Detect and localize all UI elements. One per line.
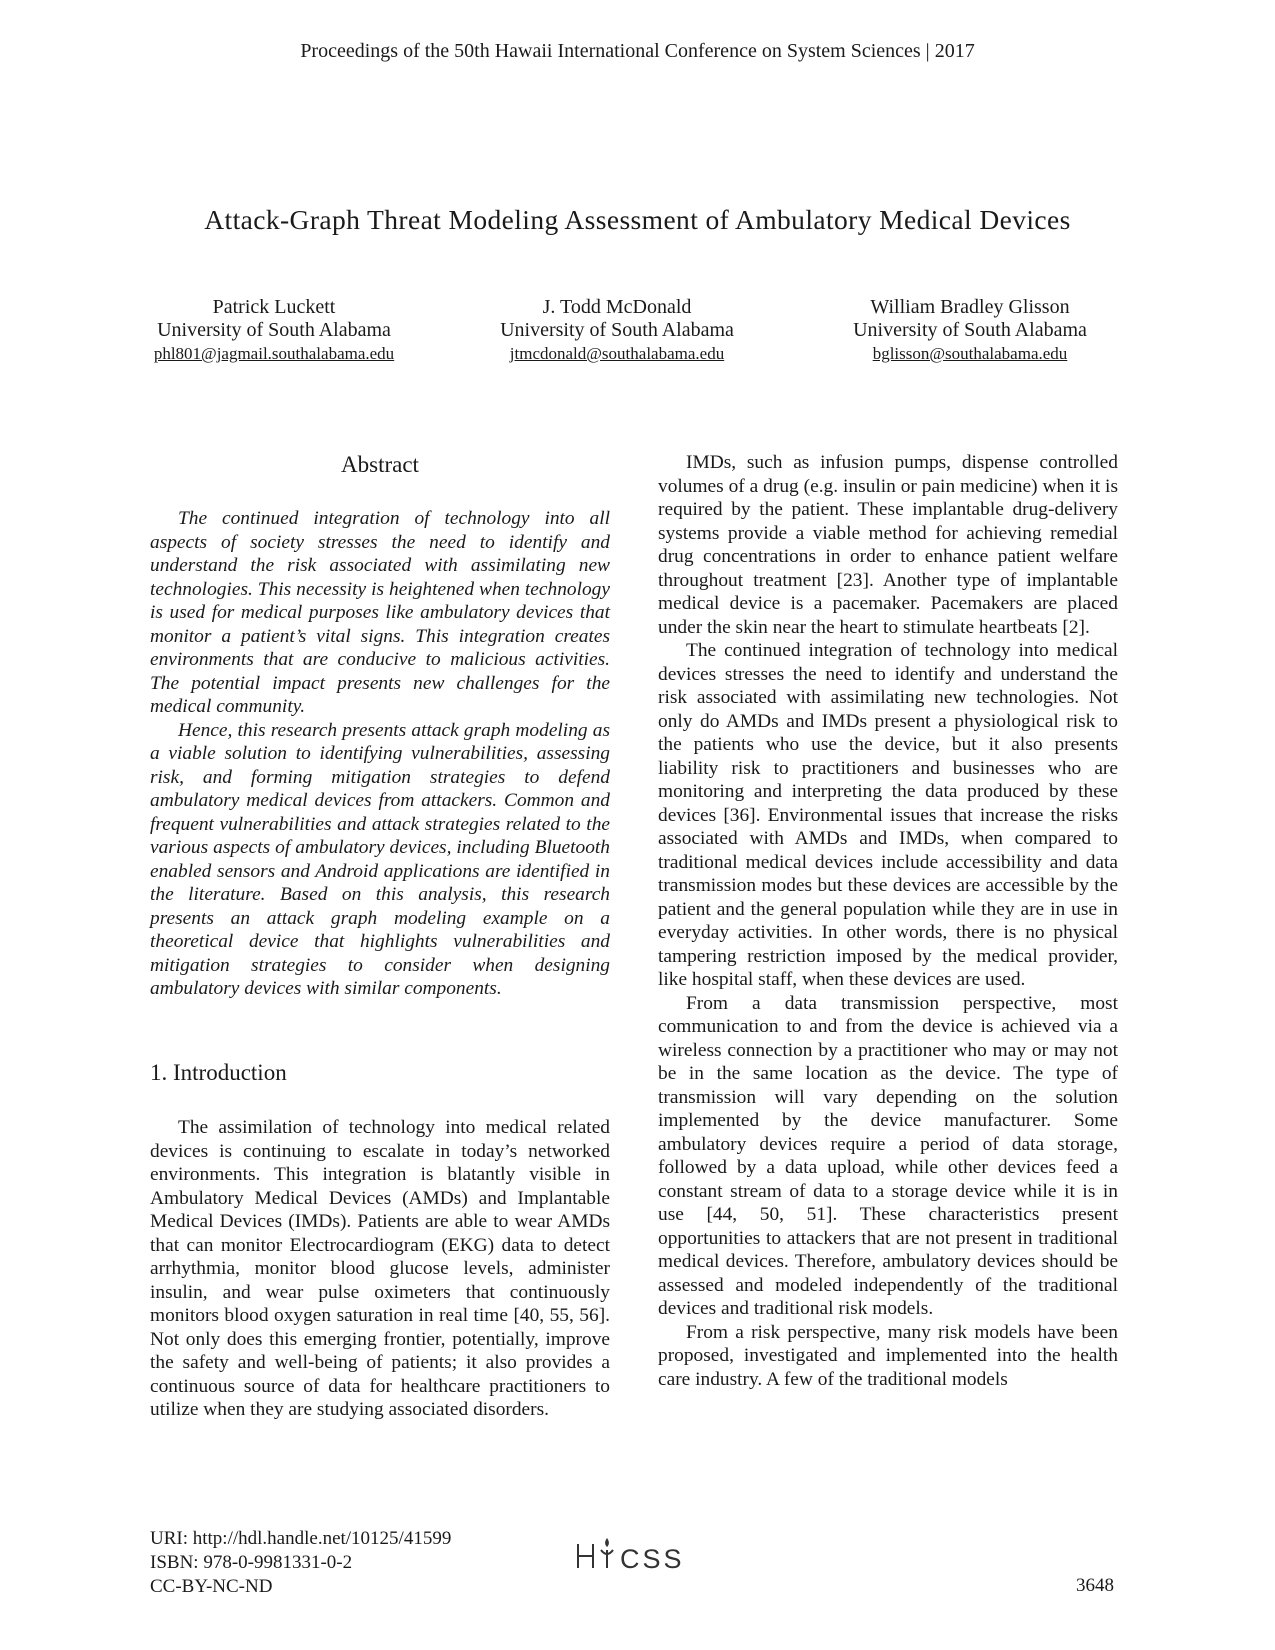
author-affiliation: University of South Alabama [157, 319, 391, 341]
author-block-3 [790, 296, 1150, 365]
author-email-link[interactable]: bglisson@southalabama.edu [872, 344, 1068, 363]
right-column-body [658, 451, 1118, 1391]
author-name: J. Todd McDonald [542, 296, 692, 318]
svg-text:CSS: CSS [620, 1544, 685, 1572]
author-block-1 [94, 296, 454, 365]
author-block-2 [437, 296, 797, 365]
author-email-link[interactable]: jtmcdonald@southalabama.edu [509, 344, 725, 363]
author-name: William Bradley Glisson [870, 296, 1070, 318]
abstract-heading: Abstract [341, 452, 419, 477]
footer-isbn: ISBN: 978-0-9981331-0-2 [150, 1552, 353, 1573]
introduction-heading: 1. Introduction [150, 1060, 287, 1085]
author-affiliation: University of South Alabama [500, 319, 734, 341]
author-affiliation: University of South Alabama [853, 319, 1087, 341]
body-paragraph: IMDs, such as infusion pumps, dispense controlled volumes of a drug (e.g. insulin or pain medicine) when it is required by the patient. These implantable drug-delivery systems provide a viable method for achieving remedial drug concentrations in order to enhance patient welfare throughout treatment [23]. Another type of implantable medical device is a pacemaker. Pacemakers are placed under the skin near the heart to stimulate heartbeats [2]. [658, 452, 1118, 638]
body-paragraph: The continued integration of technology into medical devices stresses the need to identify and understand the risk associated with assimilating new technologies. Not only do AMDs and IMDs present a physiological risk to the patients who use the device, but it also presents liability risk to practitioners and businesses who are monitoring and interpreting the data produced by these devices [36]. Environmental issues that increase the risks associated with AMDs and IMDs, when compared to traditional medical devices include accessibility and data transmission modes but these devices are accessible by the patient and the general population while they are in use in everyday activities. In other words, there is no physical tampering restriction imposed by the medical provider, like hospital staff, when these devices are used. [658, 640, 1118, 990]
introduction-body [150, 1116, 610, 1422]
abstract-body [150, 507, 610, 1001]
abstract-paragraph: The continued integration of technology into all aspects of society stresses the need to identify and understand the risk associated with assimilating new technologies. This necessity is heightened when technology is used for medical purposes like ambulatory devices that monitor a patient’s vital signs. This integration creates environments that are conducive to malicious activities. The potential impact presents new challenges for the medical community. [150, 508, 610, 717]
abstract-paragraph: Hence, this research presents attack graph modeling as a viable solution to identifying vulnerabilities, assessing risk, and forming mitigation strategies to defend ambulatory medical devices from attackers. Common and frequent vulnerabilities and attack strategies related to the various aspects of ambulatory devices, including Bluetooth enabled sensors and Android applications are identified in the literature. Based on this analysis, this research presents an attack graph modeling example on a theoretical device that highlights vulnerabilities and mitigation strategies to consider when designing ambulatory devices with similar components. [150, 719, 610, 999]
introduction-paragraph: The assimilation of technology into medical related devices is continuing to escalate in today’s networked environments. This integration is blatantly visible in Ambulatory Medical Devices (AMDs) and Implantable Medical Devices (IMDs). Patients are able to wear AMDs that can monitor Electrocardiogram (EKG) data to detect arrhythmia, monitor blood glucose levels, administer insulin, and wear pulse oximeters that continuously monitors blood oxygen saturation in real time [40, 55, 56]. Not only does this emerging frontier, potentially, improve the safety and well-being of patients; it also provides a continuous source of data for healthcare practitioners to utilize when they are studying associated disorders. [150, 1117, 610, 1420]
author-name: Patrick Luckett [212, 296, 336, 318]
proceedings-header: Proceedings of the 50th Hawaii International Conference on System Sciences | 2017 [300, 40, 975, 62]
paper-title: Attack-Graph Threat Modeling Assessment of Ambulatory Medical Devices [204, 204, 1071, 235]
footer-info [150, 1527, 451, 1599]
body-paragraph: From a data transmission perspective, most communication to and from the device is achieved via a wireless connection by a practitioner who may or may not be in the same location as the device. The type of transmission will vary depending on the solution implemented by the device manufacturer. Some ambulatory devices require a period of data storage, followed by a data upload, while other devices feed a constant stream of data to a storage device while it is in use [44, 50, 51]. These characteristics present opportunities to attackers that are not present in traditional medical devices. Therefore, ambulatory devices should be assessed and modeled independently of the traditional devices and traditional risk models. [658, 992, 1118, 1319]
author-email-link[interactable]: phl801@jagmail.southalabama.edu [153, 344, 395, 363]
footer-license: CC-BY-NC-ND [150, 1576, 273, 1597]
body-paragraph: From a risk perspective, many risk models have been proposed, investigated and implemented into the health care industry. A few of the traditional models [658, 1321, 1118, 1390]
page-number: 3648 [1076, 1575, 1114, 1596]
footer-uri: URI: http://hdl.handle.net/10125/41599 [150, 1528, 452, 1549]
hicss-logo-icon [574, 1536, 694, 1572]
